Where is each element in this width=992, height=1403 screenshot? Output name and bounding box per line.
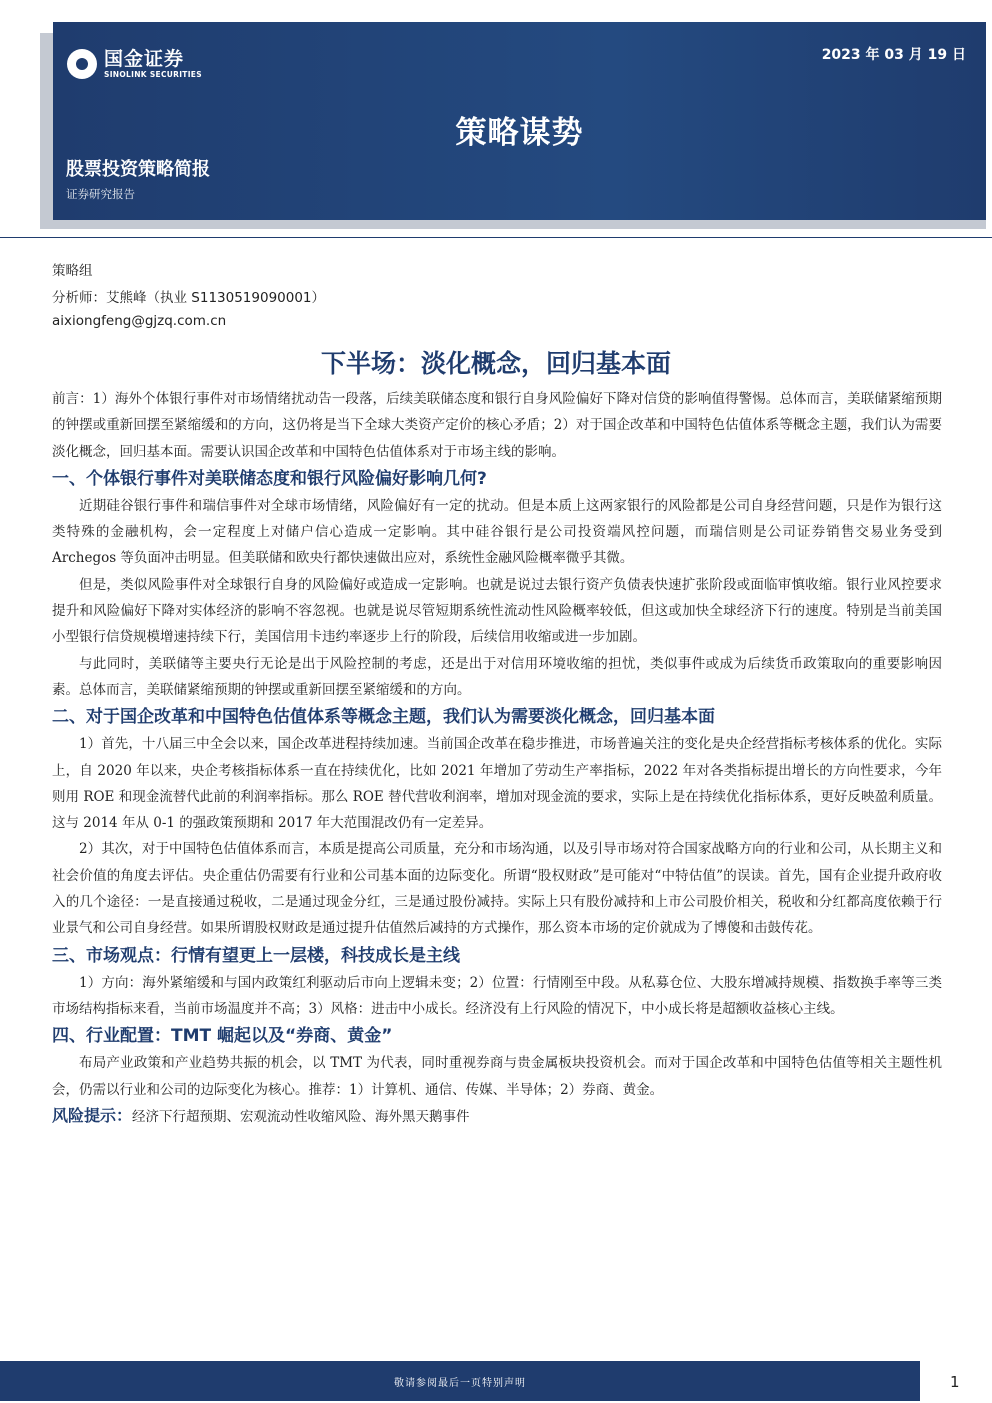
- analyst-info: 分析师：艾熊峰（执业 S1130519090001）: [52, 290, 326, 306]
- section-2-heading: 二、对于国企改革和中国特色估值体系等概念主题，我们认为需要淡化概念，回归基本面: [52, 707, 715, 728]
- risk-warning: [52, 1103, 942, 1130]
- report-category: 策略谋势: [455, 115, 584, 151]
- section-1-paragraph-2: 但是，类似风险事件对全球银行自身的风险偏好或造成一定影响。也就是说过去银行资产负债表快速扩张阶段或面临审慎收缩。银行业风控要求提升和风险偏好下降对实体经济的影响不容忽视。也就是说尽管短期系统性流动性风险概率较低，但这或加快全球经济下行的速度。特别是当前美国小型银行信贷规模增速持续下行，美国信用卡违约率逐步上行的阶段，后续信用收缩或进一步加剧。: [52, 576, 942, 646]
- report-body: [52, 386, 942, 1130]
- intro-paragraph: 前言：1）海外个体银行事件对市场情绪扰动告一段落，后续美联储态度和银行自身风险偏好下降对信贷的影响值得警惕。总体而言，美联储紧缩预期的钟摆或重新回摆至紧缩缓和的方向，这仍将是当下全球大类资产定价的核心矛盾；2）对于国企改革和中国特色估值体系等概念主题，我们认为需要淡化概念，回归基本面。需要认识国企改革和中国特色估值体系对于市场主线的影响。: [52, 391, 942, 460]
- header-divider: [0, 237, 992, 238]
- logo-circle-icon: [67, 49, 97, 79]
- section-4-heading: 四、行业配置：TMT 崛起以及“券商、黄金”: [52, 1026, 393, 1047]
- section-3-paragraph-1: 1）方向：海外紧缩缓和与国内政策红利驱动后市向上逻辑未变；2）位置：行情刚至中段。从私募仓位、大股东增减持规模、指数换手率等三类市场结构指标来看，当前市场温度并不高；3）风格：进击中小成长。经济没有上行风险的情况下，中小成长将是超额收益核心主线。: [52, 974, 942, 1017]
- section-3-heading: 三、市场观点：行情有望更上一层楼，科技成长是主线: [52, 945, 460, 966]
- section-1-paragraph-3: 与此同时，美联储等主要央行无论是出于风险控制的考虑，还是出于对信用环境收缩的担忧，类似事件或成为后续货币政策取向的重要影响因素。总体而言，美联储紧缩预期的钟摆或重新回摆至紧缩缓和的方向。: [52, 655, 942, 698]
- analyst-email[interactable]: aixiongfeng@gjzq.com.cn: [52, 313, 227, 329]
- logo-name-cn: 国金证券: [104, 48, 185, 70]
- report-type: 股票投资策略简报: [66, 159, 210, 180]
- report-date: 2023 年 03 月 19 日: [821, 47, 966, 63]
- section-1-paragraph-1: 近期硅谷银行事件和瑞信事件对全球市场情绪，风险偏好有一定的扰动。但是本质上这两家银行的风险都是公司自身经营问题，只是作为银行这类特殊的金融机构，会一定程度上对储户信心造成一定影响。其中硅谷银行是公司投资端风控问题，而瑞信则是公司证券销售交易业务受到 Archegos 等负面冲击明显。但美联储和欧央行都快速做出应对，系统性金融风险概率微乎其微。: [52, 497, 942, 567]
- section-2-paragraph-2: 2）其次，对于中国特色估值体系而言，本质是提高公司质量，充分和市场沟通，以及引导市场对符合国家战略方向的行业和公司，从长期主义和社会价值的角度去评估。央企重估仍需要有行业和公司基本面的边际变化。所谓“股权财政”是可能对“中特估值”的误读。首先，国有企业提升政府收入的几个途径：一是直接通过税收，二是通过现金分红，三是通过股份减持。实际上只有股份减持和上市公司股价相关，税收和分红都高度依赖于行业景气和公司自身经营。如果所谓股权财政是通过提升估值然后减持的方式操作，那么资本市场的定价就成为了博傻和击鼓传花。: [52, 841, 942, 937]
- section-1-heading: 一、个体银行事件对美联储态度和银行风险偏好影响几何?: [52, 468, 487, 489]
- section-2-paragraph-1: 1）首先，十八届三中全会以来，国企改革进程持续加速。当前国企改革在稳步推进，市场普遍关注的变化是央企经营指标考核体系的优化。实际上，自 2020 年以来，央企考核指标体系一直在持续优化，比如 2021 年增加了劳动生产率指标，2022 年对各类指标提出增长的方向性要求，今年则用 ROE 和现金流替代此前的利润率指标。那么 ROE 替代营收利润率，增加对现金流的要求，实际上是在持续优化指标体系，更好反映盈利质量。这与 2014 年从 0-1 的强政策预期和 2017 年大范围混改仍有一定差异。: [52, 736, 942, 832]
- document-title: 下半场：淡化概念，回归基本面: [320, 349, 671, 378]
- footer-disclaimer-note: 敬请参阅最后一页特别声明: [394, 1378, 526, 1389]
- report-subtype: 证券研究报告: [66, 187, 135, 201]
- research-group: 策略组: [52, 263, 93, 279]
- section-4-paragraph-1: 布局产业政策和产业趋势共振的机会，以 TMT 为代表，同时重视券商与贵金属板块投资机会。而对于国企改革和中国特色估值等相关主题性机会，仍需以行业和公司的边际变化为核心。推荐：1）计算机、通信、传媒、半导体；2）券商、黄金。: [52, 1055, 942, 1098]
- header-banner: [53, 22, 986, 220]
- risk-text: 经济下行超预期、宏观流动性收缩风险、海外黑天鹅事件: [132, 1108, 470, 1125]
- page-number: 1: [950, 1373, 960, 1391]
- risk-label: 风险提示：: [52, 1105, 133, 1125]
- company-logo: [67, 42, 202, 86]
- logo-name-en: SINOLINK SECURITIES: [104, 70, 202, 79]
